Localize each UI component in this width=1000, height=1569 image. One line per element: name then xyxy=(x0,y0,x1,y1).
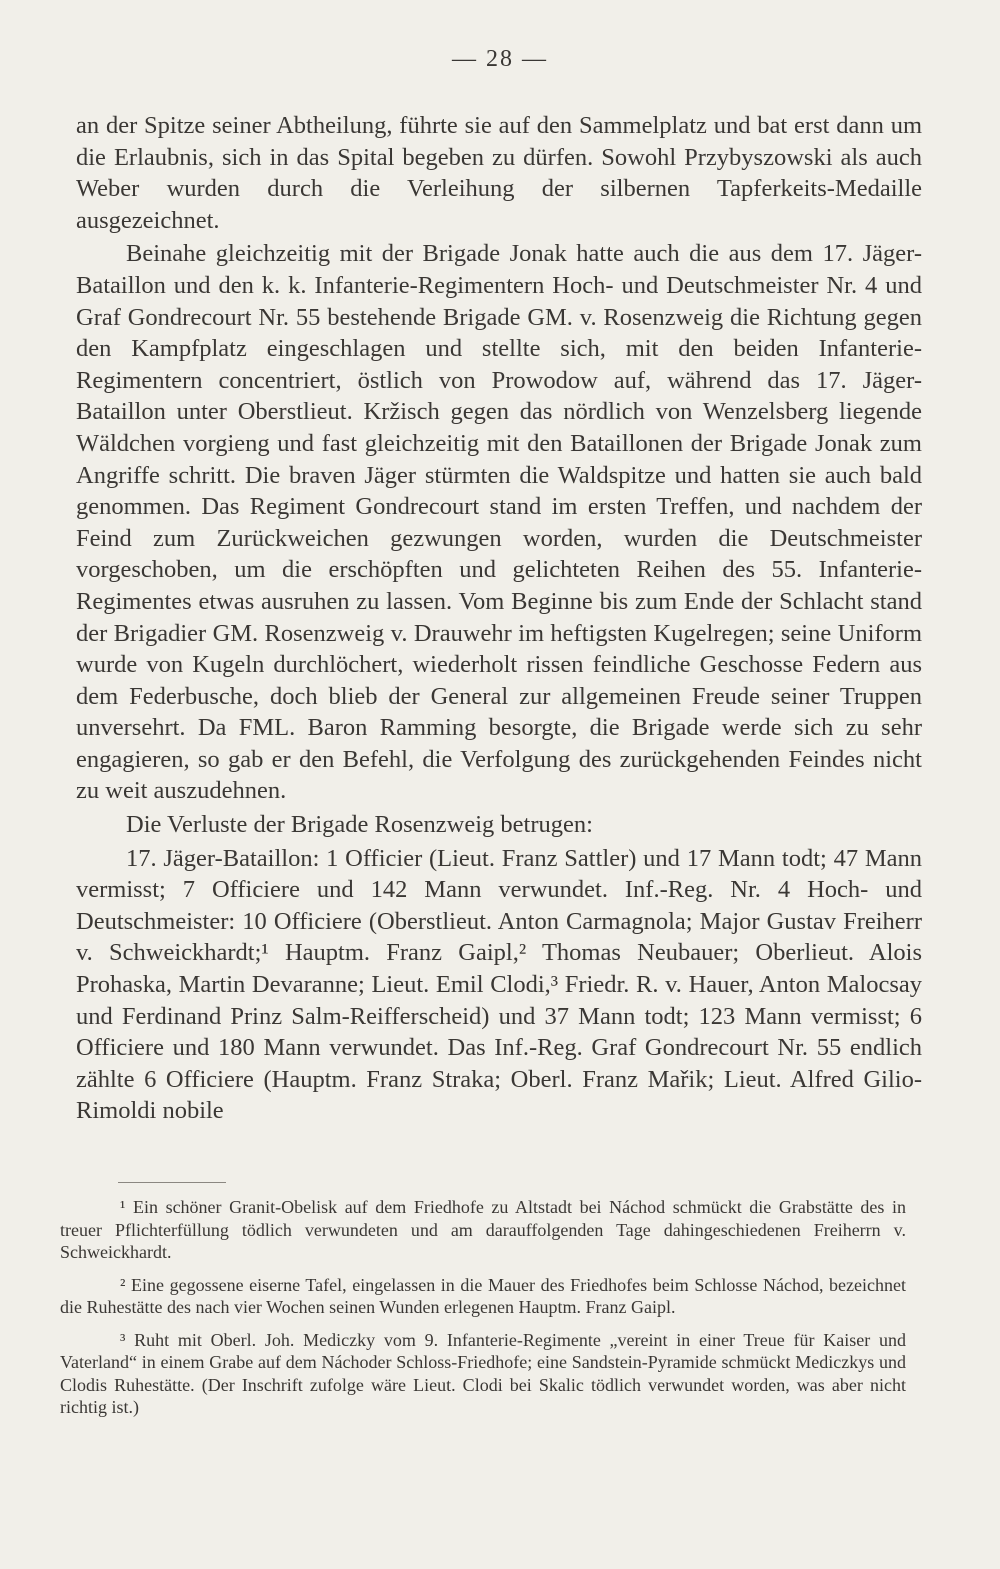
page-number: — 28 — xyxy=(452,46,548,72)
footnote: ² Eine gegossene eiserne Tafel, eingelassen in die Mauer des Friedhofes beim Schlosse Náchod, bezeichnet die Ruhestätte des nach vier Wochen seinen Wunden erlegenen Hauptm. Franz Gaipl. xyxy=(60,1274,906,1317)
body-text xyxy=(76,110,922,1129)
paragraph: Beinahe gleichzeitig mit der Brigade Jonak hatte auch die aus dem 17. Jäger-Bataillon und den k. k. Infanterie-Regimentern Hoch- und Deutschmeister Nr. 4 und Graf Gondrecourt Nr. 55 bestehende Brigade GM. v. Rosenzweig die Richtung gegen den Kampfplatz eingeschlagen und stellte sich, mit den beiden Infanterie-Regimentern concentriert, östlich von Prowodow auf, während das 17. Jäger-Bataillon unter Oberstlieut. Kržisch gegen das nördlich von Wenzelsberg liegende Wäldchen vorgieng und fast gleichzeitig mit den Bataillonen der Brigade Jonak zum Angriffe schritt. Die braven Jäger stürmten die Waldspitze und hatten sie auch bald genommen. Das Regiment Gondrecourt stand im ersten Treffen, und nachdem der Feind zum Zurückweichen gezwungen worden, wurden die Deutschmeister vorgeschoben, um die erschöpften und gelichteten Reihen des 55. Infanterie-Regimentes etwas ausruhen zu lassen. Vom Beginne bis zum Ende der Schlacht stand der Brigadier GM. Rosenzweig v. Drauwehr im heftigsten Kugelregen; seine Uniform wurde von Kugeln durchlöchert, wiederholt rissen feindliche Geschosse Federn aus dem Federbusche, doch blieb der General zur allgemeinen Freude seiner Truppen unversehrt. Da FML. Baron Ramming besorgte, die Brigade werde sich zu sehr engagieren, so gab er den Befehl, die Verfolgung des zurückgehenden Feindes nicht zu weit auszudehnen. xyxy=(76,240,922,805)
paragraph: 17. Jäger-Bataillon: 1 Officier (Lieut. Franz Sattler) und 17 Mann todt; 47 Mann vermisst; 7 Officiere und 142 Mann verwundet. Inf.-Reg. Nr. 4 Hoch- und Deutschmeister: 10 Officiere (Oberstlieut. Anton Carmagnola; Major Gustav Freiherr v. Schweickhardt;¹ Hauptm. Franz Gaipl,² Thomas Neubauer; Oberlieut. Alois Prohaska, Martin Devaranne; Lieut. Emil Clodi,³ Friedr. R. v. Hauer, Anton Malocsay und Ferdinand Prinz Salm-Reifferscheid) und 37 Mann todt; 123 Mann vermisst; 6 Officiere und 180 Mann verwundet. Das Inf.-Reg. Graf Gondrecourt Nr. 55 endlich zählte 6 Officiere (Hauptm. Franz Straka; Oberl. Franz Mařik; Lieut. Alfred Gilio-Rimoldi nobile xyxy=(76,844,922,1125)
footnotes xyxy=(60,1196,906,1429)
footnote: ¹ Ein schöner Granit-Obelisk auf dem Friedhofe zu Altstadt bei Náchod schmückt die Grabstätte des in treuer Pflichterfüllung tödlich verwundeten und am darauffolgenden Tage dahingeschiedenen Freiherrn v. Schweickhardt. xyxy=(60,1197,906,1262)
paragraph: Die Verluste der Brigade Rosenzweig betrugen: xyxy=(126,811,593,839)
paragraph: an der Spitze seiner Abtheilung, führte sie auf den Sammelplatz und bat erst dann um die Erlaubnis, sich in das Spital begeben zu dürfen. Sowohl Przybyszowski als auch Weber wurden durch die Verleihung der silbernen Tapferkeits-Medaille ausgezeichnet. xyxy=(76,112,922,234)
footnote-separator xyxy=(118,1182,226,1183)
footnote: ³ Ruht mit Oberl. Joh. Mediczky vom 9. Infanterie-Regimente „vereint in einer Treue für Kaiser und Vaterland“ in einem Grabe auf dem Náchoder Schloss-Friedhofe; eine Sandstein-Pyramide schmückt Mediczkys und Clodis Ruhestätte. (Der Inschrift zufolge wäre Lieut. Clodi bei Skalic tödlich verwundet worden, was aber nicht richtig ist.) xyxy=(60,1329,906,1417)
